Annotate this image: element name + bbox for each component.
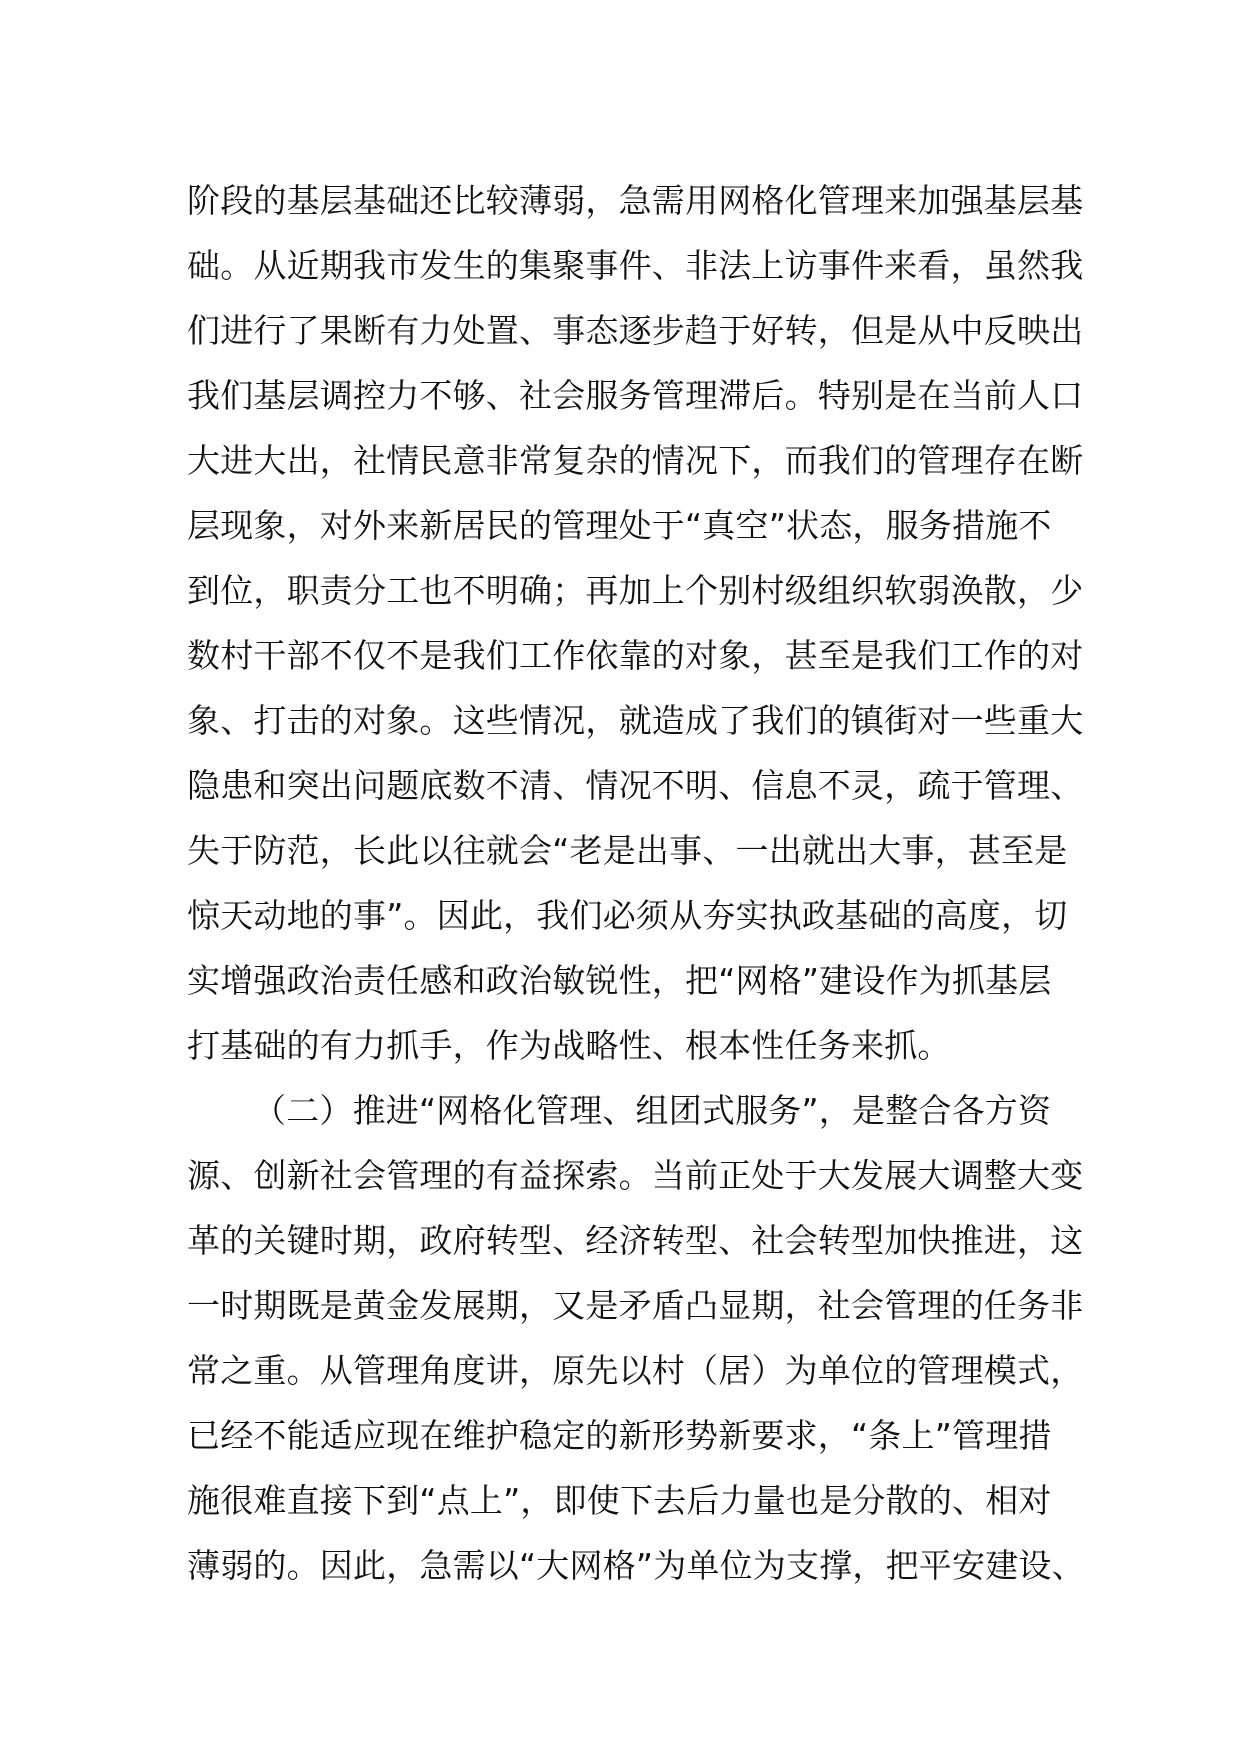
text-line: 阶段的基层基础还比较薄弱，急需用网格化管理来加强基层基	[187, 181, 1084, 220]
body-text	[187, 168, 1085, 1598]
text-line: 常之重。从管理角度讲，原先以村（居）为单位的管理模式，	[187, 1351, 1084, 1390]
text-line: 层现象，对外来新居民的管理处于“真空”状态，服务措施不	[187, 506, 1052, 545]
text-line: 源、创新社会管理的有益探索。当前正处于大发展大调整大变	[187, 1156, 1084, 1195]
text-line: 们进行了果断有力处置、事态逐步趋于好转，但是从中反映出	[187, 311, 1084, 350]
section-heading-line: （二）推进“网格化管理、组团式服务”，是整合各方资	[253, 1091, 1052, 1130]
text-line: 隐患和突出问题底数不清、情况不明、信息不灵，疏于管理、	[187, 766, 1084, 805]
text-line: 实增强政治责任感和政治敏锐性，把“网格”建设作为抓基层	[187, 961, 1052, 1000]
text-line: 我们基层调控力不够、社会服务管理滞后。特别是在当前人口	[187, 376, 1084, 415]
text-line: 打基础的有力抓手，作为战略性、根本性任务来抓。	[187, 1026, 951, 1065]
text-line: 数村干部不仅不是我们工作依靠的对象，甚至是我们工作的对	[187, 636, 1084, 675]
text-line: 已经不能适应现在维护稳定的新形势新要求，“条上”管理措	[187, 1416, 1052, 1455]
text-line: 到位，职责分工也不明确；再加上个别村级组织软弱涣散，少	[187, 571, 1084, 610]
text-line: 础。从近期我市发生的集聚事件、非法上访事件来看，虽然我	[187, 246, 1084, 285]
text-line: 惊天动地的事”。因此，我们必须从夯实执政基础的高度，切	[187, 896, 1068, 935]
text-line: 象、打击的对象。这些情况，就造成了我们的镇街对一些重大	[187, 701, 1084, 740]
text-line: 失于防范，长此以往就会“老是出事、一出就出大事，甚至是	[187, 831, 1068, 870]
text-line: 革的关键时期，政府转型、经济转型、社会转型加快推进，这	[187, 1221, 1084, 1260]
text-line: 一时期既是黄金发展期，又是矛盾凸显期，社会管理的任务非	[187, 1286, 1084, 1325]
text-line: 施很难直接下到“点上”，即使下去后力量也是分散的、相对	[187, 1481, 1052, 1520]
text-line: 薄弱的。因此，急需以“大网格”为单位为支撑，把平安建设、	[187, 1546, 1085, 1585]
text-line: 大进大出，社情民意非常复杂的情况下，而我们的管理存在断	[187, 441, 1084, 480]
